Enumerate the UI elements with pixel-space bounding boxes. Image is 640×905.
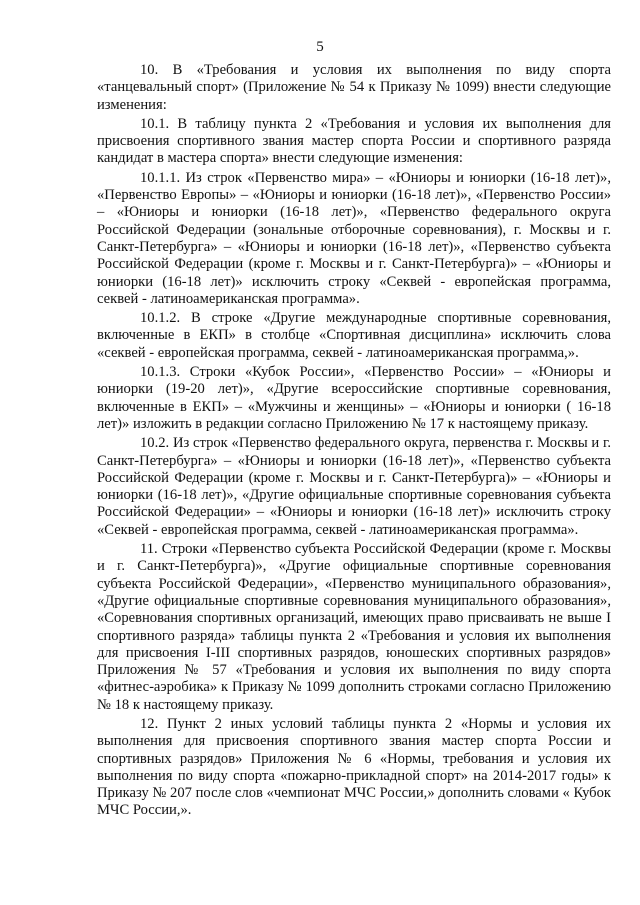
- paragraph-10-1-2: 10.1.2. В строке «Другие международные спортивные соревнования, включенные в ЕКП» в столбце «Спортивная дисциплина» исключить слова «секвей - европейская программа, секвей - латиноамериканская программа,».: [97, 310, 611, 361]
- paragraph-10-2: 10.2. Из строк «Первенство федерального округа, первенства г. Москвы и г. Санкт-Петербурга» – «Юниоры и юниорки (16-18 лет)», «Первенство субъекта Российской Федерации (кроме г. Москвы и г. Санкт-Петербурга)» – «Юниоры и юниорки (16-18 лет)», «Другие официальные спортивные соревнования субъекта Российской Федерации» – «Юниоры и юниорки (16-18 лет)» исключить строку «Секвей - европейская программа, секвей - латиноамериканская программа».: [97, 435, 611, 538]
- paragraph-10-1-1: 10.1.1. Из строк «Первенство мира» – «Юниоры и юниорки (16-18 лет)», «Первенство Европы» – «Юниоры и юниорки (16-18 лет)», «Первенство России» – «Юниоры и юниорки (16-18 лет)», «Первенство федерального округа Российской Федерации (зональные отборочные соревнования), г. Москвы и г. Санкт-Петербурга» – «Юниоры и юниорки (16-18 лет)», «Первенство субъекта Российской Федерации (кроме г. Москвы и г. Санкт-Петербурга)» – «Юниоры и юниорки (16-18 лет)» исключить строку «Секвей - европейская программа, секвей - латиноамериканская программа».: [97, 169, 611, 307]
- paragraph-10: 10. В «Требования и условия их выполнения по виду спорта «танцевальный спорт» (Приложение № 54 к Приказу № 1099) внести следующие изменения:: [97, 62, 611, 113]
- paragraph-10-1: 10.1. В таблицу пункта 2 «Требования и условия их выполнения для присвоения спортивного звания мастер спорта России и спортивного разряда кандидат в мастера спорта» внести следующие изменения:: [97, 115, 611, 167]
- paragraph-12: 12. Пункт 2 иных условий таблицы пункта 2 «Нормы и условия их выполнения для присвоения спортивного звания мастер спорта России и спортивных разрядов» Приложения № 6 «Нормы, требования и условия их выполнения по виду спорта «пожарно-прикладной спорт» на 2014-2017 годы» к Приказу № 207 после слов «чемпионат МЧС России,» дополнить словами « Кубок МЧС России,».: [97, 715, 611, 819]
- paragraph-11: 11. Строки «Первенство субъекта Российской Федерации (кроме г. Москвы и г. Санкт-Петербурга)», «Другие официальные спортивные соревнования субъекта Российской Федерации», «Первенство муниципального образования», «Другие официальные спортивные соревнования муниципального образования», «Соревнования спортивных организаций, имеющих право присваивать не выше I спортивного разряда» таблицы пункта 2 «Требования и условия их выполнения для присвоения I-III спортивных разрядов, юношеских спортивных разрядов» Приложения № 57 «Требования и условия их выполнения по виду спорта «фитнес-аэробика» к Приказу № 1099 дополнить строками согласно Приложению № 18 к настоящему приказу.: [97, 541, 611, 713]
- page-number: 5: [316, 39, 324, 55]
- paragraph-10-1-3: 10.1.3. Строки «Кубок России», «Первенство России» – «Юниоры и юниорки (19-20 лет)», «Другие всероссийские спортивные соревнования, включенные в ЕКП» – «Мужчины и женщины» – «Юниоры и юниорки ( 16-18 лет)» изложить в редакции согласно Приложению № 17 к настоящему приказу.: [97, 364, 611, 432]
- document-body: [97, 62, 611, 820]
